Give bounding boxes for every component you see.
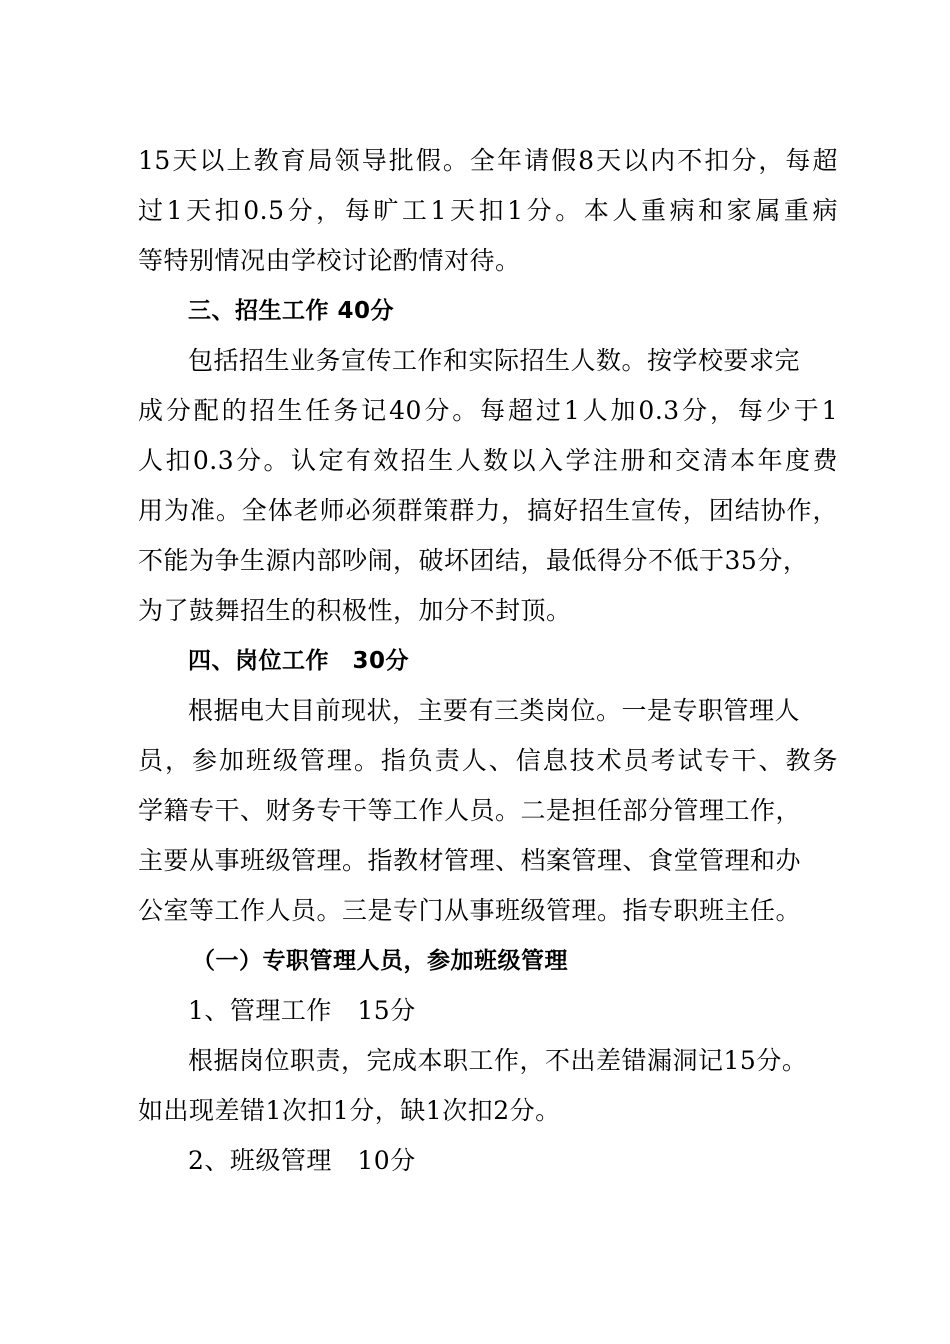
paragraph-line: 学籍专干、财务专干等工作人员。二是担任部分管理工作， bbox=[138, 796, 802, 825]
paragraph-line: 不能为争生源内部吵闹，破坏团结，最低得分不低于35分， bbox=[138, 546, 809, 575]
item-heading-1: 1、管理工作 15分 bbox=[188, 996, 416, 1025]
paragraph-line: 根据电大目前现状，主要有三类岗位。一是专职管理人 bbox=[188, 696, 801, 725]
paragraph-line: 为了鼓舞招生的积极性，加分不封顶。 bbox=[138, 596, 572, 625]
paragraph-line: 15天以上教育局领导批假。全年请假8天以内不扣分，每超 bbox=[138, 146, 838, 175]
paragraph-line: 成分配的招生任务记40分。每超过1人加0.3分，每少于1 bbox=[138, 396, 838, 425]
paragraph-line: 用为准。全体老师必须群策群力，搞好招生宣传，团结协作， bbox=[138, 496, 838, 525]
section-heading-4: 四、岗位工作 30分 bbox=[188, 648, 410, 674]
subsection-heading-1: （一）专职管理人员，参加班级管理 bbox=[192, 948, 568, 974]
item-heading-2: 2、班级管理 10分 bbox=[188, 1146, 416, 1175]
paragraph-line: 包括招生业务宣传工作和实际招生人数。按学校要求完 bbox=[188, 346, 801, 375]
paragraph-line: 员，参加班级管理。指负责人、信息技术员考试专干、教务 bbox=[138, 746, 838, 775]
paragraph-line: 过1天扣0.5分，每旷工1天扣1分。本人重病和家属重病 bbox=[138, 196, 838, 225]
paragraph-line: 等特别情况由学校讨论酌情对待。 bbox=[138, 246, 521, 275]
paragraph-line: 公室等工作人员。三是专门从事班级管理。指专职班主任。 bbox=[138, 896, 802, 925]
paragraph-line: 主要从事班级管理。指教材管理、档案管理、食堂管理和办 bbox=[138, 846, 802, 875]
paragraph-line: 人扣0.3分。认定有效招生人数以入学注册和交清本年度费 bbox=[138, 446, 838, 475]
paragraph-line: 如出现差错1次扣1分，缺1次扣2分。 bbox=[138, 1096, 561, 1125]
paragraph-line: 根据岗位职责，完成本职工作，不出差错漏洞记15分。 bbox=[188, 1046, 808, 1075]
section-heading-3: 三、招生工作 40分 bbox=[188, 298, 395, 324]
